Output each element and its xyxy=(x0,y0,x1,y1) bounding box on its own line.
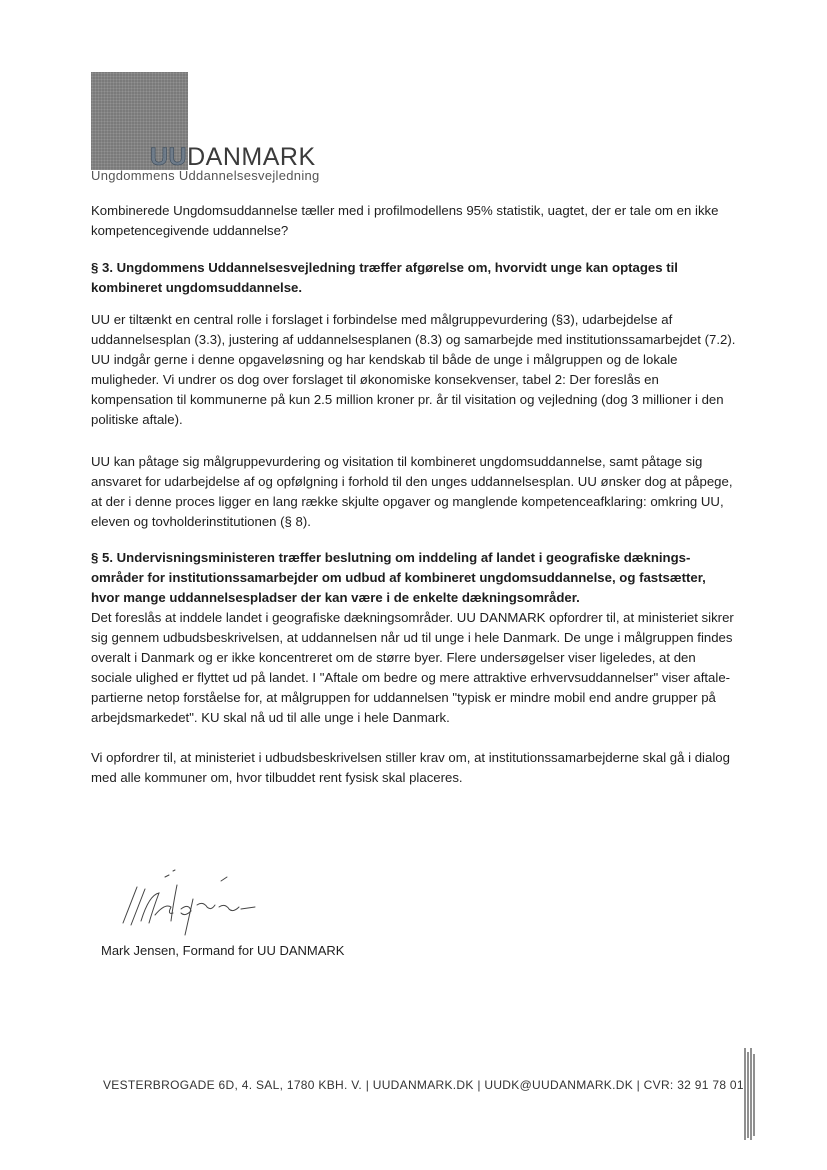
logo-subtitle: Ungdommens Uddannelsesvejledning xyxy=(91,168,320,183)
section-heading-5: § 5. Undervisningsministeren træffer beslutning om inddeling af landet i geografiske dæknings-områder for institutionssamarbejder om udbud af kombineret ungdomsuddannelse, og fastsætter, hvor mange uddannelsespladser der kan være i de enkelte dækningsområder. xyxy=(91,550,706,605)
margin-marks xyxy=(744,1048,756,1140)
handwritten-signature xyxy=(115,865,265,940)
footer-contact: VESTERBROGADE 6D, 4. SAL, 1780 KBH. V. | UUDANMARK.DK | UUDK@UUDANMARK.DK | CVR: 32 91 78 01 xyxy=(103,1078,744,1092)
paragraph-coverage-areas: Det foreslås at inddele landet i geografiske dækningsområder. UU DANMARK opfordrer til, at ministeriet sikrer sig gennem udbudsbeskrivelsen, at uddannelsen når ud til unge i hele Danmark. De unge i målgruppen findes overalt i Danmark og er ikke koncentreret om de større byer. Flere undersøgelser viser ligeledes, at den sociale ulighed er flyttet ud på landet. I "Aftale om bedre og mere attraktive erhvervsuddannelser" viser aftale-partierne netop forståelse for, at målgruppen for uddannelsen "typisk er mindre mobil end andre grupper på arbejdsmarkedet". KU skal nå ud til alle unge i hele Danmark. xyxy=(91,610,734,725)
paragraph-recommendation: Vi opfordrer til, at ministeriet i udbudsbeskrivelsen stiller krav om, at institutionssamarbejderne skal gå i dialog med alle kommuner om, hvor tilbuddet rent fysisk skal placeres. xyxy=(91,750,730,785)
logo-wordmark: UUDANMARK xyxy=(150,143,316,171)
section-heading-3: § 3. Ungdommens Uddannelsesvejledning træffer afgørelse om, hvorvidt unge kan optages til kombineret ungdomsuddannelse. xyxy=(91,260,678,295)
signature-caption: Mark Jensen, Formand for UU DANMARK xyxy=(101,943,345,958)
paragraph-intro-question: Kombinerede Ungdomsuddannelse tæller med i profilmodellens 95% statistik, uagtet, der er tale om en ikke kompetencegivende uddannelse? xyxy=(91,203,719,238)
paragraph-uu-role: UU er tiltænkt en central rolle i forslaget i forbindelse med målgruppevurdering (§3), udarbejdelse af uddannelsesplan (3.3), justering af uddannelsesplanen (8.3) og samarbejde med institutionssamarbejdet (7.2). UU indgår gerne i denne opgaveløsning og har kendskab til både de unge i målgruppen og de lokale muligheder. Vi undrer os dog over forslaget til økonomiske konsekvenser, tabel 2: Der foreslås en kompensation til kommunerne på kun 2.5 million kroner pr. år til visitation og vejledning (dog 3 millioner i den politiske aftale). xyxy=(91,312,736,427)
paragraph-uu-tasks: UU kan påtage sig målgruppevurdering og visitation til kombineret ungdomsuddannelse, samt påtage sig ansvaret for udarbejdelse af og opfølgning i forhold til den unges uddannelsesplan. UU ønsker dog at påpege, at der i denne proces ligger en lang række skjulte opgaver og manglende kompetenceafklaring: omkring UU, eleven og tovholderinstitutionen (§ 8). xyxy=(91,454,733,529)
